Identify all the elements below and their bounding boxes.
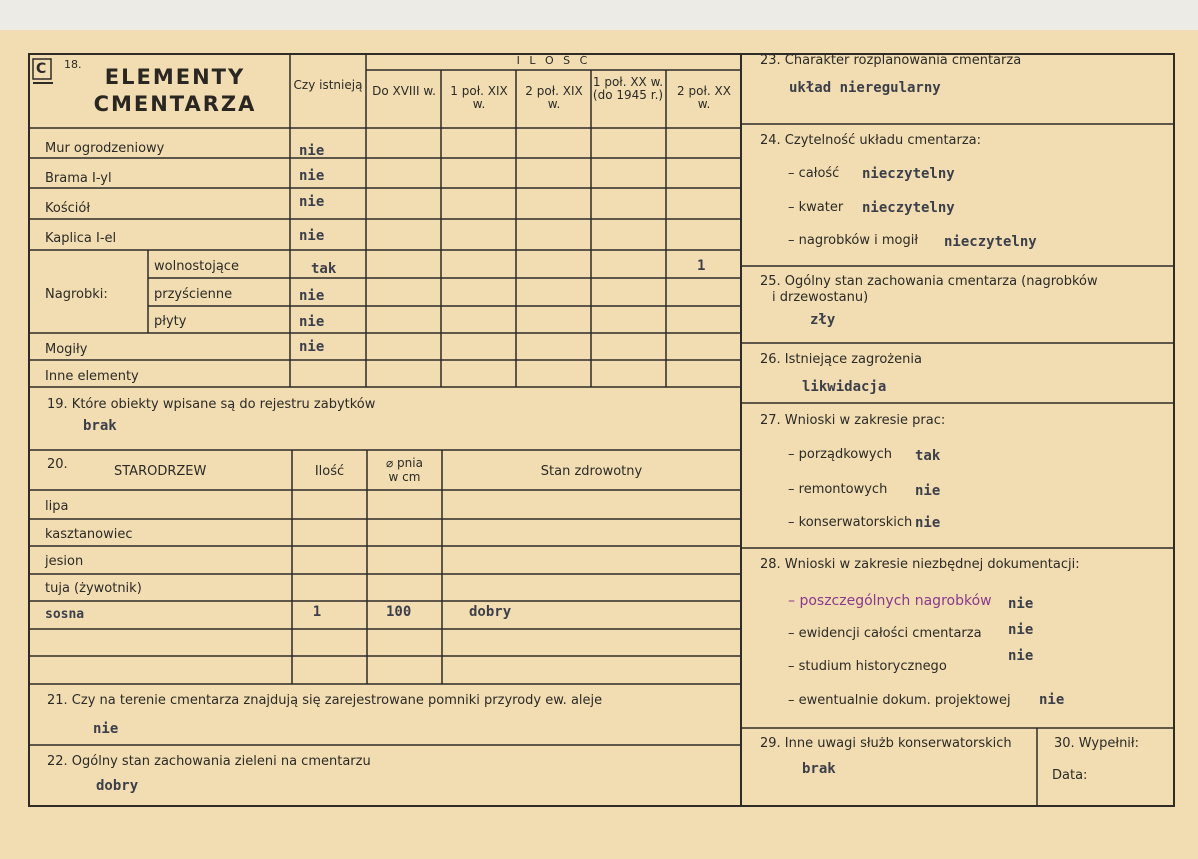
date-label: Data: [1052,768,1088,783]
docs-project-label: – ewentualnie dokum. projektowej [788,693,1011,708]
period-header-1: Do XVIII w. [372,84,436,98]
docs-individual-label: – poszczególnych nagrobków [788,593,992,609]
legibility-graves-value: nieczytelny [944,234,1037,250]
row-label-freestanding: wolnostojące [154,259,239,274]
legibility-quarters-value: nieczytelny [862,200,955,216]
works-cleanup-label: – porządkowych [788,447,892,462]
docs-project-value: nie [1039,692,1065,708]
row-label-other: Inne elementy [45,369,139,384]
tombstones-group-label: Nagrobki: [45,287,108,302]
row-value-chapel: nie [299,228,325,244]
section-18-title-line1: ELEMENTY [104,65,246,89]
period-header-3: 2 poł. XIX w. [525,84,583,111]
row-value-freestanding: tak [311,261,337,277]
docs-inventory-label: – ewidencji całości cmentarza [788,626,982,641]
tree-health-pine: dobry [469,604,512,620]
section-22-value: dobry [96,778,139,794]
section-25-label-line2: i drzewostanu) [772,290,869,305]
row-label-slabs: płyty [154,314,187,329]
section-18-title-line2: CMENTARZA [93,92,257,116]
row-value-slabs: nie [299,314,325,330]
tree-name-chestnut: kasztanowiec [45,527,133,542]
section-27-label: 27. Wnioski w zakresie prac: [760,413,946,428]
section-25-value: zły [810,312,836,328]
tree-name-thuja: tuja (żywotnik) [45,581,142,596]
row-label-gate: Brama I-yl [45,171,112,186]
section-23-value: układ nieregularny [789,80,941,96]
section-26-value: likwidacja [802,379,887,395]
section-26-label: 26. Istniejące zagrożenia [760,352,922,367]
docs-individual-value: nie [1008,596,1034,612]
tree-name-pine: sosna [45,607,85,622]
section-20-title: STARODRZEW [114,464,207,479]
works-repair-label: – remontowych [788,482,888,497]
section-19-value: brak [83,418,117,434]
col-exists-header: Czy istnieją [293,78,363,92]
period-header-5: 2 poł. XX w. [677,84,731,111]
legibility-whole-label: – całość [788,166,840,181]
section-21-value: nie [93,721,119,737]
row-value-graves: nie [299,339,325,355]
col-diameter-header-1: ⌀ pnia [386,456,423,470]
docs-history-label: – studium historycznego [788,659,947,674]
period-header-2: 1 poł. XIX w. [450,84,508,111]
section-19-label: 19. Które obiekty wpisane są do rejestru zabytków [47,397,376,412]
legibility-whole-value: nieczytelny [862,166,955,182]
row-label-wall: Mur ogrodzeniowy [45,141,165,156]
section-30-label: 30. Wypełnił: [1054,736,1139,751]
docs-history-value: nie [1008,648,1034,664]
tree-name-ash: jesion [45,554,84,569]
period-header-4: 1 poł. XX w. (do 1945 r.) [592,75,664,102]
legibility-graves-label: – nagrobków i mogił [788,233,919,248]
row-value-church: nie [299,194,325,210]
section-24-label: 24. Czytelność układu cmentarza: [760,133,982,148]
section-29-label: 29. Inne uwagi służb konserwatorskich [760,736,1012,751]
row-label-graves: Mogiły [45,342,88,357]
row-value-wall-mounted: nie [299,288,325,304]
works-conservation-label: – konserwatorskich [788,515,913,530]
col-quantity-header: I L O Ś Ć [516,54,591,67]
section-18-number: 18. [64,58,82,71]
col-count-header: Ilość [314,464,345,479]
tree-name-lime: lipa [45,499,69,514]
section-23-label: 23. Charakter rozplanowania cmentarza [760,53,1022,68]
row-label-church: Kościół [45,201,91,216]
section-20-number: 20. [47,457,68,472]
col-diameter-header-2: w cm [388,470,421,484]
section-22-label: 22. Ogólny stan zachowania zieleni na cmentarzu [47,754,371,769]
section-28-label: 28. Wnioski w zakresie niezbędnej dokumentacji: [760,557,1080,572]
docs-inventory-value: nie [1008,622,1034,638]
section-letter: C [36,61,47,77]
section-21-label: 21. Czy na terenie cmentarza znajdują się zarejestrowane pomniki przyrody ew. aleje [47,693,603,708]
col-health-header: Stan zdrowotny [540,464,643,479]
tree-diameter-pine: 100 [386,604,412,620]
tree-count-pine: 1 [312,604,322,620]
row-label-chapel: Kaplica I-el [45,231,117,246]
works-conservation-value: nie [915,515,941,531]
row-count-freestanding: 1 [697,258,706,274]
works-cleanup-value: tak [915,448,941,464]
row-value-wall: nie [299,143,325,159]
works-repair-value: nie [915,483,941,499]
legibility-quarters-label: – kwater [788,200,844,215]
row-value-gate: nie [299,168,325,184]
section-25-label-line1: 25. Ogólny stan zachowania cmentarza (nagrobków [760,274,1098,289]
row-label-wall-mounted: przyścienne [154,287,233,302]
section-29-value: brak [802,761,836,777]
